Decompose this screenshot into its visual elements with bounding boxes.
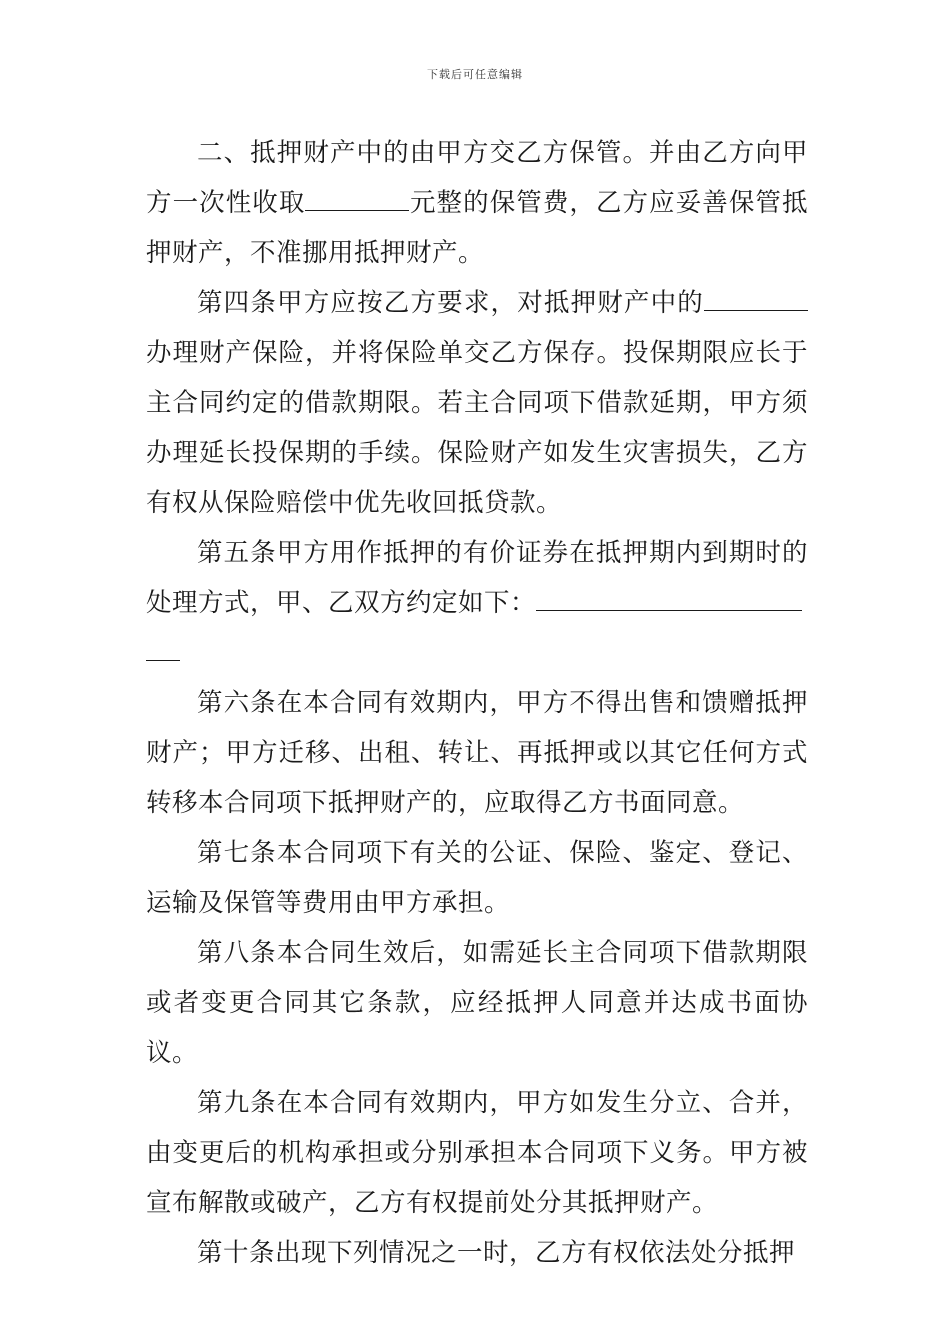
paragraph-article-9: 第九条在本合同有效期内，甲方如发生分立、合并，由变更后的机构承担或分别承担本合同项下义务。甲方被宣布解散或破产，乙方有权提前处分其抵押财产。 (146, 1088, 808, 1218)
paragraph-article-5 (146, 528, 808, 628)
blank-continuation-line (146, 628, 808, 678)
page-header-note: 下载后可任意编辑 (427, 68, 523, 81)
fill-in-blank-fee[interactable] (305, 187, 409, 211)
paragraph-text: 第四条甲方应按乙方要求，对抵押财产中的 (197, 288, 704, 318)
paragraph-article-10: 第十条出现下列情况之一时，乙方有权依法处分抵押 (197, 1238, 796, 1268)
paragraph-text: 二、抵押财产中的由甲方交乙方保管。并由乙方向甲方一次性收取 (146, 138, 808, 218)
paragraph-article-8: 第八条本合同生效后，如需延长主合同项下借款期限或者变更合同其它条款，应经抵押人同意并达成书面协议。 (146, 938, 808, 1068)
paragraph-article-4 (146, 278, 808, 528)
paragraph-article-6: 第六条在本合同有效期内，甲方不得出售和馈赠抵押财产；甲方迁移、出租、转让、再抵押或以其它任何方式转移本合同项下抵押财产的，应取得乙方书面同意。 (146, 688, 808, 818)
fill-in-blank-securities-terms-tail[interactable] (146, 637, 180, 661)
document-body (146, 128, 808, 1278)
paragraph-text: 第五条甲方用作抵押的有价证券在抵押期内到期时的处理方式，甲、乙双方约定如下： (146, 538, 808, 618)
paragraph-custody (146, 128, 808, 278)
paragraph-article-7: 第七条本合同项下有关的公证、保险、鉴定、登记、运输及保管等费用由甲方承担。 (146, 838, 808, 918)
paragraph-text: 元整的保管费，乙方应妥善保管抵押财产，不准挪用抵押财产。 (146, 188, 808, 268)
fill-in-blank-securities-terms[interactable] (536, 587, 802, 611)
paragraph-text: 办理财产保险，并将保险单交乙方保存。投保期限应长于主合同约定的借款期限。若主合同项下借款延期，甲方须办理延长投保期的手续。保险财产如发生灾害损失，乙方有权从保险赔偿中优先收回抵贷款。 (146, 338, 808, 518)
fill-in-blank-insured-property[interactable] (704, 287, 808, 311)
